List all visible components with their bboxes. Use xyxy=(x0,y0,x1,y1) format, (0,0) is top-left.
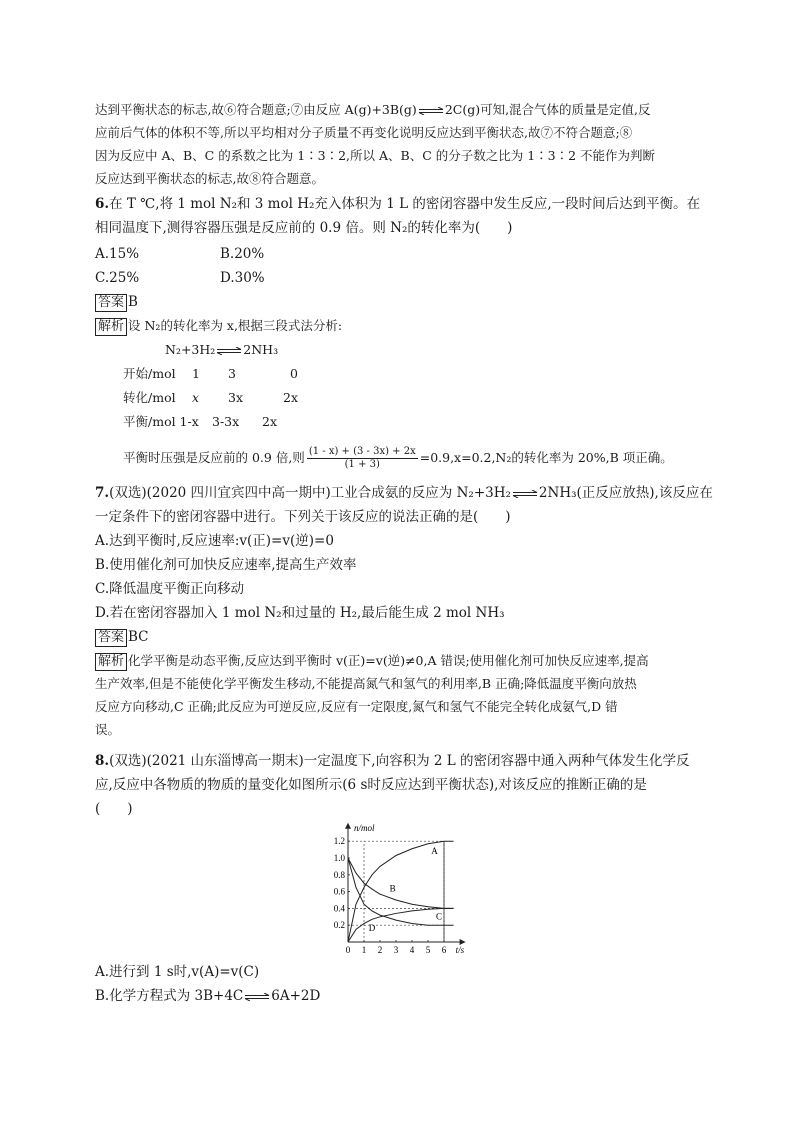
analysis-tag: 解析 xyxy=(95,318,127,336)
table-cell: 3 xyxy=(228,366,236,381)
question-6-conclusion: 平衡时压强是反应前的 0.9 倍,则 $\frac{(1 - x) + (3 - 3x) + 2x}{(1 + 3)}$ =0.9,x=0.2,N₂的转化率为 20%,B 项正确。 xyxy=(123,446,673,470)
table-cell: 2x xyxy=(283,390,299,405)
amount-vs-time-chart xyxy=(318,812,468,962)
question-8-stem: 应,反应中各物质的物质的量变化如图所示(6 s时反应达到平衡状态),对该反应的推断正确的是 xyxy=(95,777,647,793)
question-8-option-a[interactable]: A.进行到 1 s时,v(A)=v(C) xyxy=(95,964,260,980)
x-tick-label: 6 xyxy=(441,945,447,955)
equilibrium-arrow-icon xyxy=(418,107,444,115)
analysis-tag: 解析 xyxy=(95,653,127,671)
y-tick-label: 0.8 xyxy=(333,869,345,880)
y-tick-label: 1.2 xyxy=(333,836,345,847)
table-cell: 0 xyxy=(290,366,298,381)
question-7-option-a[interactable]: A.达到平衡时,反应速率:v(正)=v(逆)=0 xyxy=(95,533,334,549)
question-6-option-c[interactable]: C.25% xyxy=(95,270,140,286)
question-6-option-d[interactable]: D.30% xyxy=(220,270,265,286)
table-cell: x xyxy=(192,390,200,405)
question-8-option-b[interactable]: B.化学方程式为 3B+4C 6A+2D xyxy=(95,988,321,1004)
x-tick-label: 4 xyxy=(409,945,415,955)
question-7-option-d[interactable]: D.若在密闭容器加入 1 mol N₂和过量的 H₂,最后能生成 2 mol NH₃ xyxy=(95,605,505,621)
equilibrium-arrow-icon xyxy=(244,993,270,1001)
y-tick-label: 1.0 xyxy=(333,853,345,863)
question-6-stem: 相同温度下,测得容器压强是反应前的 0.9 倍。则 N₂的转化率为( ) xyxy=(95,220,513,236)
equilibrium-arrow-icon xyxy=(216,347,242,355)
series-label-C: C xyxy=(436,911,443,922)
question-7-analysis: 误。 xyxy=(95,722,121,737)
question-7-analysis: 生产效率,但是不能使化学平衡发生移动,不能提高氮气和氢气的利用率,B 正确;降低温度平衡向放热 xyxy=(95,676,637,691)
table-cell: 1 xyxy=(192,366,200,381)
text-line: 反应达到平衡状态的标志,故⑧符合题意。 xyxy=(95,171,324,186)
fraction: $\frac{(1 - x) + (3 - 3x) + 2x}{(1 + 3)}$ xyxy=(308,446,416,470)
question-6-answer: 答案 B xyxy=(95,292,138,312)
question-6-option-b[interactable]: B.20% xyxy=(220,246,265,262)
y-axis-arrow xyxy=(345,823,351,829)
question-8-stem: 8.(双选)(2021 山东淄博高一期末)一定温度下,向容积为 2 L 的密闭容器中通入两种气体发生化学反 xyxy=(95,753,690,769)
y-tick-label: 0.2 xyxy=(333,920,345,931)
text-line: 因为反应中 A、B、C 的系数之比为 1∶3∶2,所以 A、B、C 的分子数之比为 1∶3∶2 不能作为判断 xyxy=(95,148,656,163)
series-label-D: D xyxy=(368,923,376,934)
table-cell: 3x xyxy=(228,390,244,405)
y-axis-label: n/mol xyxy=(354,822,375,833)
question-7-analysis: 解析 化学平衡是动态平衡,反应达到平衡时 v(正)=v(逆)≠0,A 错误;使用催化剂可加快反应速率,提高 xyxy=(95,651,649,671)
answer-tag: 答案 xyxy=(95,629,127,647)
equilibrium-arrow-icon xyxy=(512,490,538,498)
x-tick-label: 2 xyxy=(377,945,383,955)
answer-tag: 答案 xyxy=(95,294,127,312)
y-tick-label: 0.6 xyxy=(333,886,345,897)
table-cell: 平衡/mol 1-x xyxy=(123,414,199,429)
table-cell: 3-3x xyxy=(212,414,240,429)
question-7-stem: 7.(双选)(2020 四川宜宾四中高一期中)工业合成氨的反应为 N₂+3H₂ 2NH₃(正反应放热),该反应在 xyxy=(95,485,713,501)
y-tick-label: 0.4 xyxy=(333,903,345,914)
x-tick-label: 1 xyxy=(361,945,367,955)
question-7-analysis: 反应方向移动,C 正确;此反应为可逆反应,反应有一定限度,氮气和氢气不能完全转化成氨气,D 错 xyxy=(95,699,618,714)
series-label-A: A xyxy=(431,845,438,856)
text-line: 应前后气体的体积不等,所以平均相对分子质量不再变化说明反应达到平衡状态,故⑦不符合题意;⑧ xyxy=(95,125,633,140)
question-7-option-c[interactable]: C.降低温度平衡正向移动 xyxy=(95,581,245,597)
series-label-B: B xyxy=(389,883,396,894)
x-axis-label: t/s xyxy=(455,945,465,955)
x-tick-label: 0 xyxy=(345,945,351,955)
question-6-option-a[interactable]: A.15% xyxy=(95,246,140,262)
x-tick-label: 3 xyxy=(393,945,399,955)
text-line: 达到平衡状态的标志,故⑥符合题意;⑦由反应 A(g)+3B(g) 2C(g)可知,混合气体的质量是定值,反 xyxy=(95,102,651,117)
x-tick-label: 5 xyxy=(425,945,431,955)
table-cell: 开始/mol xyxy=(123,366,176,381)
equation: N₂+3H₂ 2NH₃ xyxy=(165,342,279,357)
question-6-analysis: 解析 设 N₂的转化率为 x,根据三段式法分析: xyxy=(95,316,342,336)
table-cell: 转化/mol xyxy=(123,390,176,405)
table-cell: 2x xyxy=(262,414,278,429)
question-7-answer: 答案 BC xyxy=(95,627,149,647)
question-6-stem: 6.在 T ℃,将 1 mol N₂和 3 mol H₂充入体积为 1 L 的密闭容器中发生反应,一段时间后达到平衡。在 xyxy=(95,196,701,212)
question-7-stem: 一定条件下的密闭容器中进行。下列关于该反应的说法正确的是( ) xyxy=(95,509,511,525)
question-8-stem: ( ) xyxy=(95,801,133,817)
question-7-option-b[interactable]: B.使用催化剂可加快反应速率,提高生产效率 xyxy=(95,557,357,573)
